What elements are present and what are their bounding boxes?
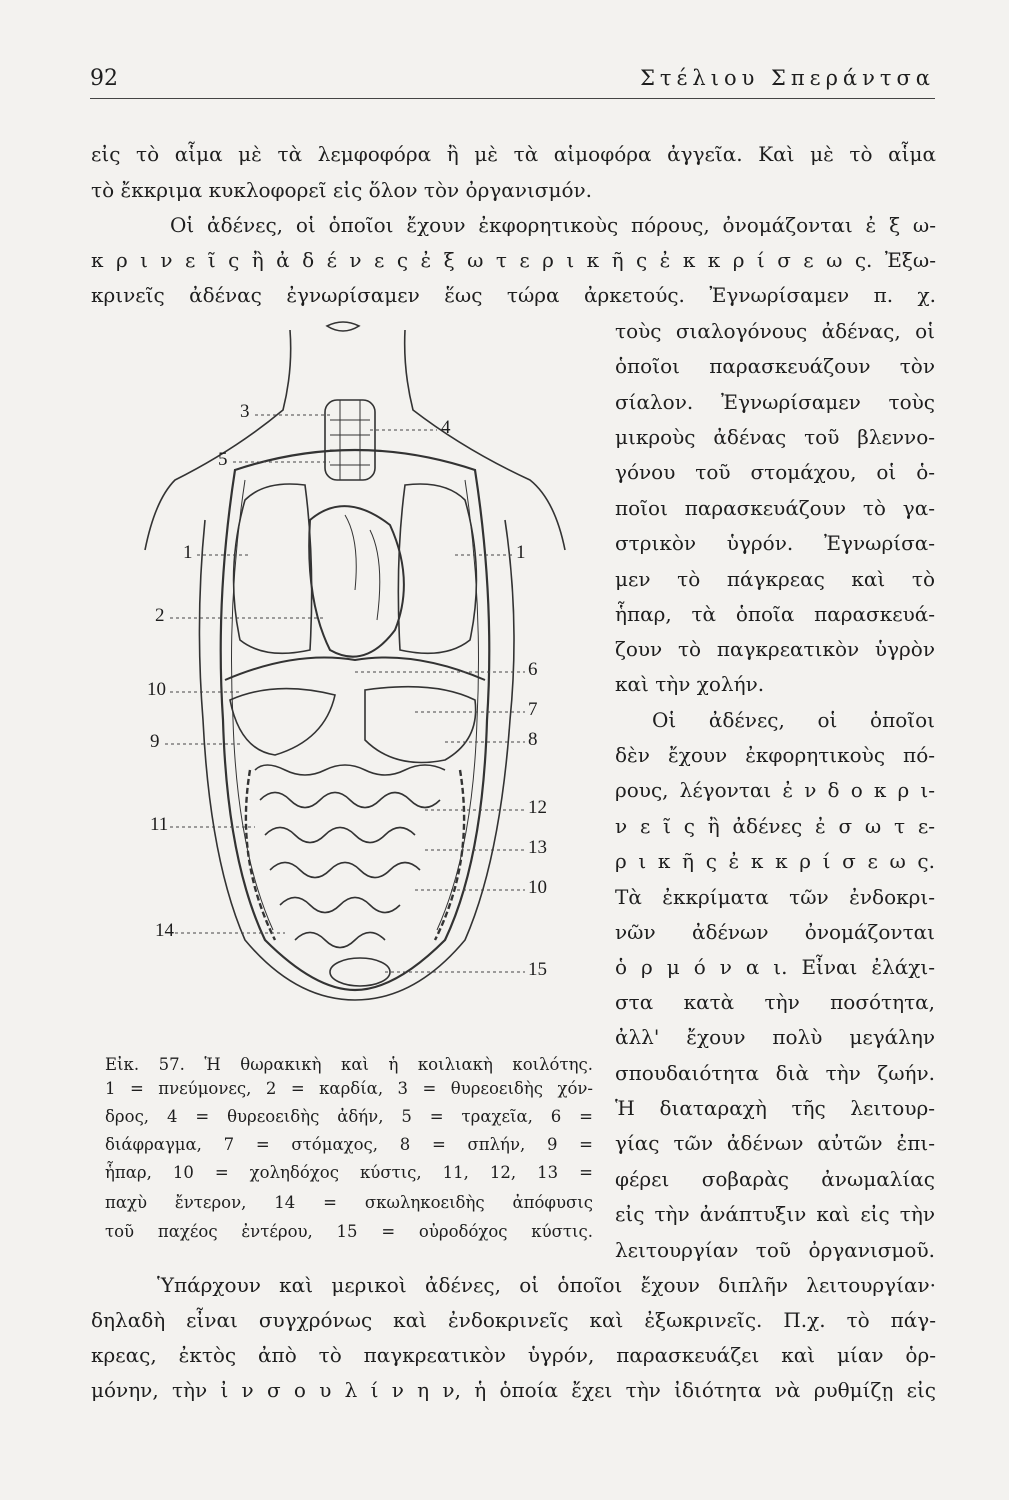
- body-line: μικροὺς ἀδένας τοῦ βλεννο-: [615, 425, 935, 449]
- body-line: κρεας, ἐκτὸς ἀπὸ τὸ παγκρεατικὸν ὑγρόν, παρασκευάζει καὶ μίαν ὁρ-: [91, 1343, 936, 1367]
- body-line: μεν τὸ πάγκρεας καὶ τὸ: [615, 567, 935, 591]
- figure-label: 15: [528, 959, 547, 980]
- running-header: [90, 66, 935, 100]
- body-line: καὶ τὴν χολήν.: [615, 672, 765, 696]
- body-line: φέρει σοβαρὰς ἀνωμαλίας: [615, 1167, 935, 1191]
- body-line: ν ε ῖ ς ἢ ἀδένες ἐ σ ω τ ε-: [615, 814, 935, 838]
- figure-label: 2: [155, 605, 165, 626]
- figure-label: 5: [218, 449, 228, 470]
- body-line: ρ ι κ ῆ ς ἐ κ κ ρ ί σ ε ω ς.: [615, 849, 935, 873]
- body-line: στα κατὰ τὴν ποσότητα,: [615, 990, 935, 1014]
- body-line: ὁ ρ μ ό ν α ι. Εἶναι ἐλάχι-: [615, 955, 935, 979]
- body-line: Ἡ διαταραχὴ τῆς λειτουρ-: [615, 1096, 935, 1120]
- page-number: 92: [90, 66, 118, 91]
- running-head-author: Στέλιου Σπεράντσα: [640, 66, 935, 90]
- figure-caption-line: τοῦ παχέος ἐντέρου, 15 = οὐροδόχος κύστις.: [105, 1222, 593, 1241]
- body-line: στρικὸν ὑγρόν. Ἐγνωρίσα-: [615, 531, 935, 555]
- figure-label: 3: [240, 401, 250, 422]
- figure-label: 6: [528, 659, 538, 680]
- header-rule: [90, 98, 935, 99]
- body-line: Τὰ ἐκκρίματα τῶν ἐνδοκρι-: [615, 885, 935, 909]
- body-line: Ὑπάρχουν καὶ μερικοὶ ἀδένες, οἱ ὁποῖοι ἔχουν διπλῆν λειτουργίαν·: [157, 1273, 936, 1297]
- body-line: τοὺς σιαλογόνους ἀδένας, οἱ: [615, 319, 935, 343]
- body-line: ἀλλ' ἔχουν πολὺ μεγάλην: [615, 1025, 935, 1049]
- body-line: ἧπαρ, τὰ ὁποῖα παρασκευά-: [615, 602, 935, 626]
- figure-label: 13: [528, 837, 547, 858]
- figure-label: 1: [516, 542, 526, 563]
- body-line: ρους, λέγονται ἐ ν δ ο κ ρ ι-: [615, 778, 935, 802]
- figure-label: 7: [528, 699, 538, 720]
- body-line: γίας τῶν ἀδένων αὐτῶν ἐπι-: [615, 1131, 935, 1155]
- body-line: κρινεῖς ἀδένας ἐγνωρίσαμεν ἕως τώρα ἀρκετούς. Ἐγνωρίσαμεν π. χ.: [91, 283, 936, 307]
- figure-caption-line: διάφραγμα, 7 = στόμαχος, 8 = σπλήν, 9 =: [105, 1135, 593, 1154]
- body-line: ὁποῖοι παρασκευάζουν τὸν: [615, 354, 935, 378]
- figure-caption-line: παχὺ ἔντερον, 14 = σκωληκοειδὴς ἀπόφυσις: [105, 1193, 593, 1212]
- body-line: γόνου τοῦ στομάχου, οἱ ὁ-: [615, 460, 935, 484]
- body-line: ζουν τὸ παγκρεατικὸν ὑγρὸν: [615, 637, 935, 661]
- anatomy-figure: [115, 300, 605, 1050]
- body-line: τὸ ἔκκριμα κυκλοφορεῖ εἰς ὅλον τὸν ὀργανισμόν.: [91, 178, 593, 202]
- figure-label: 9: [150, 731, 160, 752]
- figure-label: 11: [150, 814, 169, 835]
- figure-label: 8: [528, 729, 538, 750]
- figure-caption-line: 1 = πνεύμονες, 2 = καρδία, 3 = θυρεοειδὴς χόν-: [105, 1079, 593, 1098]
- figure-caption-line: δρος, 4 = θυρεοειδὴς ἀδήν, 5 = τραχεῖα, 6 =: [105, 1107, 593, 1126]
- body-line: μόνην, τὴν ἰ ν σ ο υ λ ί ν η ν, ἡ ὁποία ἔχει τὴν ἰδιότητα νὰ ρυθμίζῃ εἰς: [91, 1378, 936, 1402]
- figure-label: 10: [528, 877, 547, 898]
- body-line: νῶν ἀδένων ὀνομάζονται: [615, 920, 935, 944]
- body-line: εἰς τὸ αἷμα μὲ τὰ λεμφοφόρα ἢ μὲ τὰ αἱμοφόρα ἀγγεῖα. Καὶ μὲ τὸ αἷμα: [91, 142, 936, 166]
- body-line: Οἱ ἀδένες, οἱ ὁποῖοι ἔχουν ἐκφορητικοὺς πόρους, ὀνομάζονται ἐ ξ ω-: [170, 213, 936, 237]
- figure-label: 4: [441, 417, 451, 438]
- figure-label: 12: [528, 797, 547, 818]
- figure-label: 14: [155, 920, 174, 941]
- figure-label: 1: [183, 542, 193, 563]
- body-line: σίαλον. Ἐγνωρίσαμεν τοὺς: [615, 390, 935, 414]
- body-line: ποῖοι παρασκευάζουν τὸ γα-: [615, 496, 935, 520]
- body-line: δηλαδὴ εἶναι συγχρόνως καὶ ἐνδοκρινεῖς καὶ ἐξωκρινεῖς. Π.χ. τὸ πάγ-: [91, 1308, 936, 1332]
- body-line: δὲν ἔχουν ἐκφορητικοὺς πό-: [615, 743, 935, 767]
- body-line: σπουδαιότητα διὰ τὴν ζωήν.: [615, 1061, 935, 1085]
- figure-label: 10: [147, 679, 166, 700]
- body-line: Οἱ ἀδένες, οἱ ὁποῖοι: [652, 708, 935, 732]
- body-line: λειτουργίαν τοῦ ὀργανισμοῦ.: [615, 1238, 935, 1262]
- figure-caption-line: ἧπαρ, 10 = χοληδόχος κύστις, 11, 12, 13 =: [105, 1163, 593, 1182]
- figure-caption-title: Εἰκ. 57. Ἡ θωρακικὴ καὶ ἡ κοιλιακὴ κοιλότης.: [105, 1055, 593, 1074]
- body-line: κ ρ ι ν ε ῖ ς ἢ ἀ δ έ ν ε ς ἐ ξ ω τ ε ρ ι κ ῆ ς ἐ κ κ ρ ί σ ε ω ς. Ἐξω-: [91, 248, 936, 272]
- body-line: εἰς τὴν ἀνάπτυξιν καὶ εἰς τὴν: [615, 1202, 935, 1226]
